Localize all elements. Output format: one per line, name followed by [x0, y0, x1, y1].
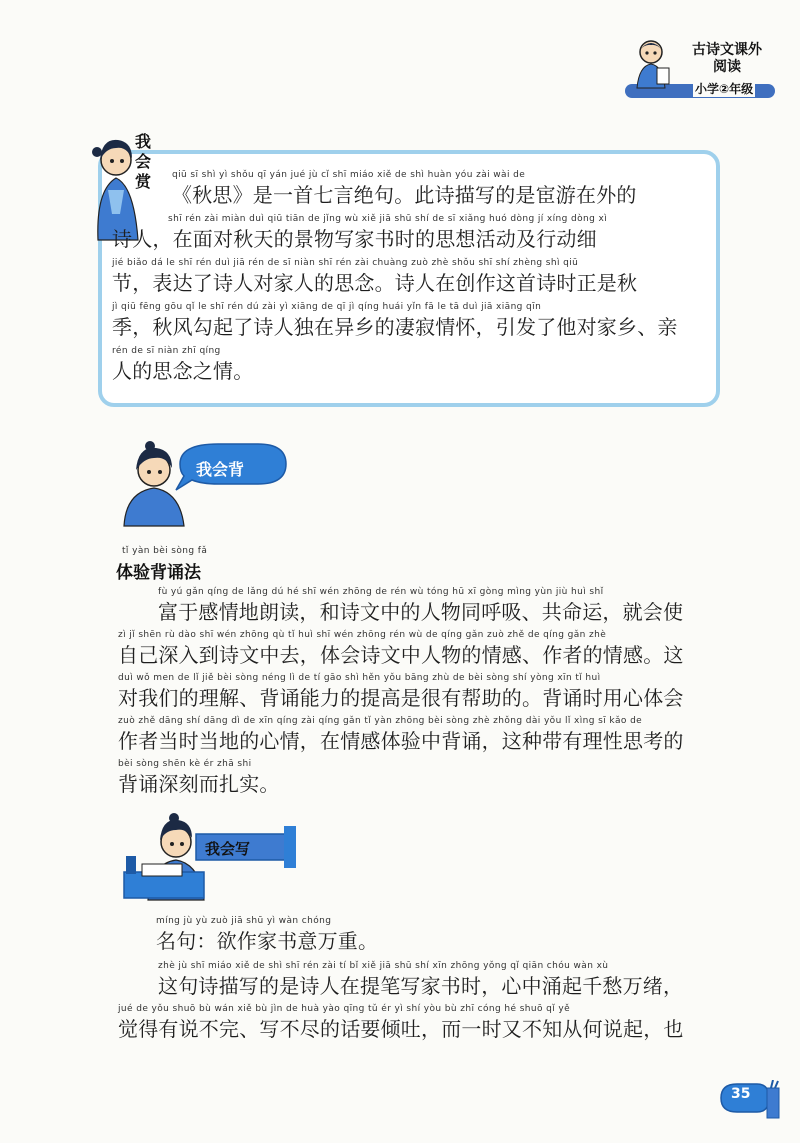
series-title-line2: 阅读	[713, 59, 741, 75]
text-line: 富于感情地朗读，和诗文中的人物同呼吸、共命运，就会使	[158, 600, 684, 624]
text-line: 背诵深刻而扎实。	[118, 772, 280, 796]
recite-section-label: 我会背	[196, 460, 245, 479]
recite-paragraph	[118, 587, 718, 796]
pinyin-line: zuò zhě dāng shí dāng dì de xīn qíng zài qíng gǎn tǐ yàn zhōng bèi sòng zhè zhǒng dài yǒu lǐ xìng sī kǎo de	[118, 716, 643, 726]
pinyin-line: bèi sòng shēn kè ér zhā shi	[118, 759, 252, 769]
appreciation-paragraph	[112, 170, 712, 390]
page-number: 35	[731, 1086, 751, 1102]
pinyin-line: qiū sī shì yì shǒu qī yán jué jù cǐ shī miáo xiě de shì huàn yóu zài wài de	[172, 170, 526, 180]
series-title	[677, 42, 777, 76]
series-brand	[625, 38, 780, 106]
text-line: 自己深入到诗文中去，体会诗文中人物的情感、作者的情感。这	[118, 643, 684, 667]
pinyin-line: míng jù yù zuò jiā shū yì wàn chóng	[156, 916, 332, 926]
text-line: 《秋思》是一首七言绝句。此诗描写的是宦游在外的	[172, 183, 637, 207]
text-line: 季，秋风勾起了诗人独在异乡的凄寂情怀，引发了他对家乡、亲	[112, 315, 678, 339]
text-line: 作者当时当地的心情，在情感体验中背诵，这种带有理性思考的	[118, 729, 684, 753]
text-line: 这句诗描写的是诗人在提笔写家书时，心中涌起千愁万绪，	[158, 974, 684, 998]
pinyin-line: shī rén zài miàn duì qiū tiān de jǐng wù xiě jiā shū shí de sī xiǎng huó dòng jí xíng dòng xì	[168, 214, 608, 224]
reading-child-icon	[629, 38, 673, 90]
method-title: 体验背诵法	[116, 563, 201, 583]
pinyin-line: jì qiū fēng gōu qǐ le shī rén dú zài yì xiāng de qī jì qíng huái yǐn fā le tā duì jiā xiāng qīn	[112, 302, 542, 312]
pinyin-line: rén de sī niàn zhī qíng	[112, 346, 221, 356]
text-line: 诗人，在面对秋天的景物写家书时的思想活动及行动细	[112, 227, 597, 251]
grade-label: 小学②年级	[695, 82, 754, 96]
text-line: 对我们的理解、背诵能力的提高是很有帮助的。背诵时用心体会	[118, 686, 684, 710]
series-title-line1: 古诗文课外	[692, 42, 762, 58]
reciting-girl-with-bubble-icon	[118, 436, 298, 528]
write-paragraph	[118, 916, 718, 1046]
text-line: 节，表达了诗人对家人的思念。诗人在创作这首诗时正是秋	[112, 271, 638, 295]
method-title-pinyin: tǐ yàn bèi sòng fǎ	[122, 546, 208, 556]
pinyin-line: zhè jù shī miáo xiě de shì shī rén zài tí bǐ xiě jiā shū shí xīn zhōng yǒng qǐ qiān chóu wàn xù	[158, 961, 609, 971]
pinyin-line: zì jǐ shēn rù dào shī wén zhōng qù tǐ huì shī wén zhōng rén wù de qíng gǎn zuò zhě de qíng gǎn zhè	[118, 630, 607, 640]
appreciate-section-label: 我会赏	[134, 132, 151, 191]
pinyin-line: duì wǒ men de lǐ jiě bèi sòng néng lì de tí gāo shì hěn yǒu bāng zhù de bèi sòng shí yòng xīn tǐ huì	[118, 673, 601, 683]
pinyin-line: fù yú gǎn qíng de lǎng dú hé shī wén zhōng de rén wù tóng hū xī gòng mìng yùn jiù huì shǐ	[158, 587, 604, 597]
write-section-label: 我会写	[205, 840, 251, 858]
text-line: 人的思念之情。	[112, 359, 254, 383]
text-line: 觉得有说不完、写不尽的话要倾吐，而一时又不知从何说起，也	[118, 1017, 684, 1041]
pinyin-line: jié biǎo dá le shī rén duì jiā rén de sī niàn shī rén zài chuàng zuò zhè shǒu shī shí zhèng shì qiū	[112, 258, 579, 268]
pinyin-line: jué de yǒu shuō bù wán xiě bù jìn de huà yào qīng tǔ ér yì shí yòu bù zhī cóng hé shuō qǐ yě	[118, 1004, 571, 1014]
text-line: 名句：欲作家书意万重。	[156, 929, 379, 953]
page-number-badge	[717, 1080, 783, 1120]
